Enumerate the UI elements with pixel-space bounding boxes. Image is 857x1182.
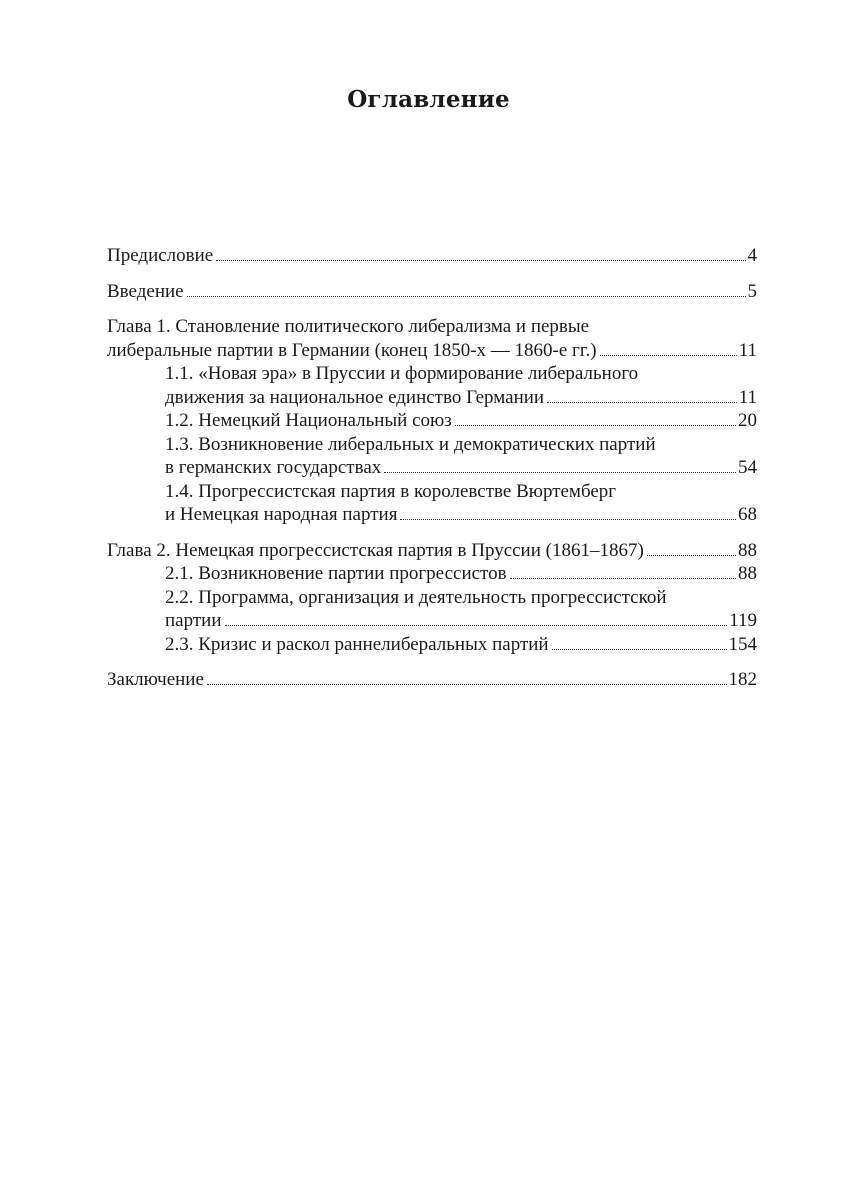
toc-entry-section-1-3[interactable] (107, 433, 757, 480)
toc-entry-text-line1: 1.4. Прогрессистская партия в королевстве Вюртемберг (165, 480, 617, 502)
toc-entry-section-1-4[interactable] (107, 480, 757, 527)
toc-entry-preface[interactable] (107, 244, 757, 268)
toc-page-number: 11 (738, 386, 757, 408)
toc-entry-section-1-2[interactable] (107, 409, 757, 433)
toc-entry-text: Предисловие (107, 245, 214, 266)
dot-leader (187, 295, 746, 297)
toc-entry-text: 1.2. Немецкий Национальный союз (165, 410, 452, 431)
table-of-contents (107, 244, 757, 692)
toc-page-number: 54 (738, 457, 757, 478)
toc-entry-conclusion[interactable] (107, 668, 757, 692)
toc-entry-section-2-1[interactable] (107, 562, 757, 586)
toc-entry-text: Введение (107, 280, 184, 302)
toc-page-number: 119 (729, 610, 757, 631)
toc-entry-text-line2: либеральные партии в Германии (конец 1850-х — 1860-е гг.) (107, 339, 597, 361)
toc-page-number: 4 (747, 245, 757, 266)
toc-page-number: 88 (738, 563, 757, 584)
toc-entry-text: 2.3. Кризис и раскол раннелиберальных партий (165, 633, 549, 655)
dot-leader (510, 577, 736, 579)
toc-page-number: 88 (738, 539, 757, 561)
toc-page-number: 68 (738, 504, 757, 525)
dot-leader (552, 648, 727, 650)
dot-leader (207, 683, 727, 685)
toc-entry-chapter-1[interactable] (107, 315, 757, 362)
toc-entry-text-line2: в германских государствах (165, 457, 382, 478)
toc-entry-section-1-1[interactable] (107, 362, 757, 409)
dot-leader (216, 259, 745, 261)
dot-leader (400, 518, 736, 520)
toc-entry-intro[interactable] (107, 280, 757, 304)
toc-entry-text: Заключение (107, 669, 204, 690)
dot-leader (647, 554, 736, 556)
toc-entry-text-line2: и Немецкая народная партия (165, 504, 398, 525)
toc-page-number: 5 (747, 280, 757, 302)
toc-page-number: 182 (728, 669, 757, 690)
toc-entry-text-line1: 1.1. «Новая эра» в Пруссии и формирование либерального (165, 363, 639, 384)
dot-leader (600, 354, 737, 356)
dot-leader (225, 624, 728, 626)
toc-entry-text: Глава 2. Немецкая прогрессистская партия в Пруссии (1861–1867) (107, 539, 644, 561)
toc-entry-text-line2: партии (165, 610, 222, 631)
toc-entry-text: 2.1. Возникновение партии прогрессистов (165, 563, 507, 584)
toc-entry-chapter-2[interactable] (107, 539, 757, 563)
toc-entry-text-line2: движения за национальное единство Германии (165, 386, 545, 408)
toc-entry-section-2-3[interactable] (107, 633, 757, 657)
page-title: Оглавление (347, 86, 510, 113)
dot-leader (455, 424, 736, 426)
toc-entry-text-line1: 2.2. Программа, организация и деятельность прогрессистской (165, 586, 667, 608)
dot-leader (384, 471, 736, 473)
toc-entry-section-2-2[interactable] (107, 586, 757, 633)
toc-page-number: 20 (738, 410, 757, 431)
toc-entry-text-line1: Глава 1. Становление политического либерализма и первые (107, 316, 590, 337)
toc-page-number: 11 (738, 339, 757, 361)
toc-entry-text-line1: 1.3. Возникновение либеральных и демократических партий (165, 433, 656, 455)
dot-leader (547, 401, 737, 403)
toc-page-number: 154 (728, 633, 757, 655)
